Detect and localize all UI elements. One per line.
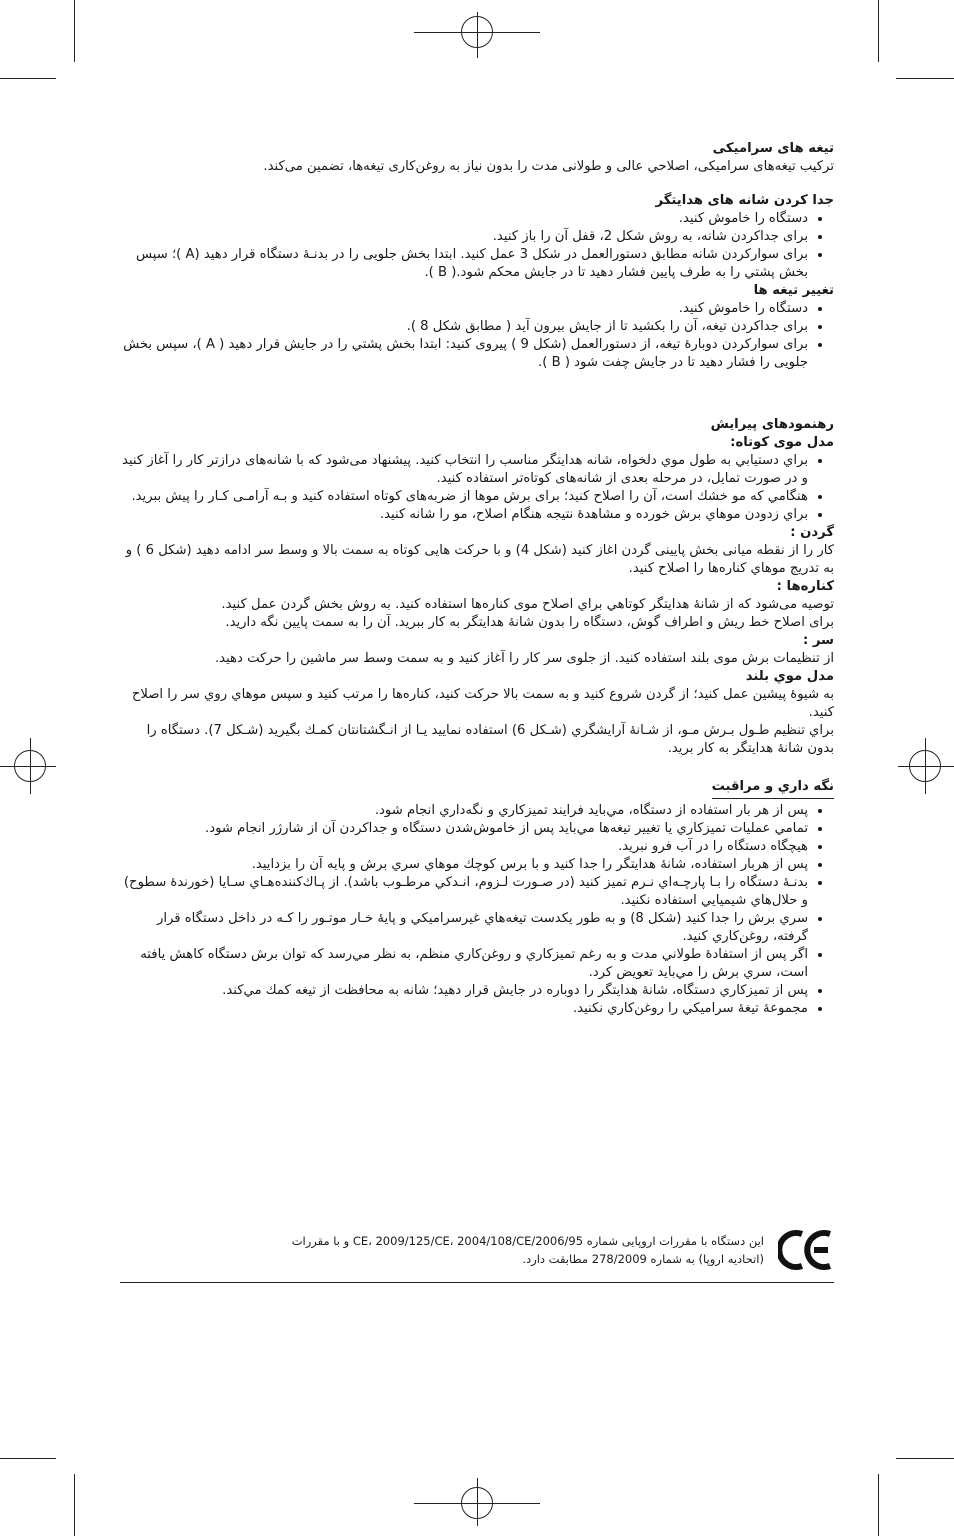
change-blades-section [120,282,834,372]
section-heading: رهنمودهای پیرایش [710,417,834,432]
registration-mark-icon [909,750,941,782]
crop-mark [896,1458,954,1459]
divider [120,1282,834,1283]
registration-mark-icon [461,1487,493,1519]
compliance-line: (اتحادیه اروپا) به شماره 278/2009 مطابقت دارد. [522,1252,764,1266]
list-item: • برای سوارکردن شانه مطابق دستورالعمل در شکل 3 عمل کنید. ابتدا بخش جلویی را در بدنـۀ دستگاه قرار دهید (A )؛ سپس بخش پشتي را به طرف پایین فشار دهید تا در جایش محکم شود.( B ). [120,246,808,282]
ceramic-blades-section [120,140,834,176]
paragraph: براي تنظيم طـول بـرش مـو، از شـانۀ آرايشگري (شـكل 6) استفاده نماييد يـا از انـگشتانتان كمـك بگيريد (شـكل 7). دستگاه را بدون شانۀ هدايتگر به كار بريد. [146,723,834,756]
list-item: • برای جداکردن تیغه، آن را بکشید تا از جایش بیرون آید ( مطابق شکل 8 ). [120,318,808,336]
crop-mark [878,0,879,62]
list-item: • بدنـۀ دستگاه را بـا پارچـه‌اي نـرم تميز كنيد (در صـورت لـزوم، انـدكي مرطـوب باشد). از پـاك‌كننده‌هـاي سـايا (خورندۀ سطوح) و حلال‌هاي شيميايي استفاده نكنيد. [120,874,808,910]
list-item: • دستگاه را خاموش کنید. [120,210,808,228]
crop-mark [0,78,56,79]
list-item: • برای سوارکردن دوبارۀ تیغه، از دستورالعمل (شکل 9 ) پیروی کنید: ابتدا بخش پشتي را در جایش قرار دهید ( A )، سپس بخش جلویی را فشار دهید تا در جایش چفت شود ( B ). [120,336,808,372]
registration-mark-icon [14,750,46,782]
detach-combs-section [120,192,834,282]
list-item: • براي دستيابي به طول موي دلخواه، شانه هدايتگر مناسب را انتخاب كنيد. پیشنهاد می‌شود که با شانه‌های درازتر کار را آغاز کنید و در صورت تمایل، در مرحله بعدی از شانه‌های کوتاه‌تر استفاده کنید. [120,452,808,488]
subheading: مدل موی کوتاه: [730,435,834,450]
list-item: • براي زدودن موهاي برش خورده و مشاهدۀ نتيجه هنگام اصلاح، مو را شانه كنيد. [120,506,808,524]
paragraph: به شيوۀ پيشين عمل كنيد؛ از گردن شروع كنيد و به سمت بالا حركت كنيد، كناره‌ها را مرتب كنيد و سپس موهاي روي سر را اصلاح كنيد. [131,687,834,720]
paragraph: کار را از نقطه میانی بخش پایینی گردن اغاز کنید (شکل 4) و با حرکت هایی کوتاه به سمت بالا و وسط سر ادامه دهید (شکل 6 ) و به تدریج موهاي کناره‌ها را اصلاح کنید. [125,543,834,576]
subheading: کناره‌ها : [776,579,834,594]
crop-mark [0,1458,56,1459]
bullet-list [120,802,834,1018]
crop-mark [74,0,75,62]
trimming-guidelines-section [120,416,834,758]
compliance-line: این دستگاه با مقررات اروپایی شماره 2006/95/CE، 2009/125/CE، 2004/108/CE و با مقررات [291,1234,764,1248]
bullet-list [120,300,834,372]
compliance-text [292,1232,764,1268]
section-heading: تغییر تیغه ها [753,283,834,298]
list-item: • تمامي عمليات تميزكاري يا تغيير تيغه‌ها مي‌بايد پس از خاموش‌شدن دستگاه و جداكردن آن از شارژر انجام شود. [120,820,808,838]
manual-content [120,140,834,1018]
paragraph: ترکیب تیغه‌های سرامیکی، اصلاحي عالی و طولانی مدت را بدون نیاز به روغن‌کاری تیغه‌ها، تضمین می‌کند. [263,159,834,174]
crop-mark [878,1474,879,1536]
list-item: • هنگامي که مو خشك است، آن را اصلاح كنيد؛ برای برش موها از ضربه‌های كوتاه استفاده كنيد و بـه آرامـی کـار را پيش ببريد. [120,488,808,506]
list-item: • مجموعۀ تیغۀ سرامیکي را روغن‌كاري نكنيد. [120,1000,808,1018]
subheading: مدل موي بلند [745,669,834,684]
bullet-list [120,452,834,524]
registration-mark-icon [461,16,493,48]
list-item: • برای جداکردن شانه، به روش شکل 2، قفل آن را باز کنید. [120,228,808,246]
list-item: • پس از هربار استفاده، شانۀ هدايتگر را جدا كنيد و با برس كوچك موهاي سري برش و پايه آن را بزداييد. [120,856,808,874]
subheading: سر : [802,633,834,648]
section-heading: تیغه های سرامیکی [712,141,834,156]
ce-mark-icon [778,1228,834,1272]
list-item: • اگر پس از استفادۀ طولاني مدت و به رغم تميزكاري و روغن‌كاري منظم، به نظر مي‌رسد كه توان برش دستگاه كاهش يافته است، سري برش را مي‌بايد تعويض كرد. [120,946,808,982]
list-item: • هيچگاه دستگاه را در آب فرو نبريد. [120,838,808,856]
paragraph: برای اصلاح خط ریش و اطراف گوش، دستگاه را بدون شانۀ هدایتگر به کار ببرید. آن را به سمت پایین نگه دارید. [225,615,834,630]
section-heading: نگه داري و مراقبت [712,778,834,799]
list-item: • دستگاه را خاموش کنید. [120,300,808,318]
list-item: • سري برش را جدا كنيد (شكل 8) و به طور يكدست تيغه‌هاي غيرسراميكي و پايۀ خـار موتـور را كـه در داخل دستگاه قرار گرفته، روغن‌كاري كنيد. [120,910,808,946]
list-item: • پس از تميزكاري دستگاه، شانۀ هدايتگر را دوباره در جايش قرار دهيد؛ شانه به محافظت از تيغه كمك مي‌كند. [120,982,808,1000]
bullet-list [120,210,834,282]
paragraph: از تنظيمات برش موی بلند استفاده كنيد. از جلوی سر كار را آغاز كنيد و به سمت وسط سر ماشين را حركت دهيد. [214,651,834,666]
paragraph: توصیه می‌شود که از شانۀ هدایتگر کوتاهي براي اصلاح موی کناره‌ها استفاده کنید. به روش بخش گردن عمل کنید. [221,597,834,612]
maintenance-section [120,778,834,1018]
section-heading: جدا کردن شانه های هدایتگر [655,193,834,208]
subheading: گردن : [790,525,834,540]
compliance-block [120,1226,834,1274]
crop-mark [896,78,954,79]
list-item: • پس از هر بار استفاده از دستگاه، مي‌بايد فرايند تميزكاري و نگه‌داري انجام شود. [120,802,808,820]
crop-mark [74,1474,75,1536]
